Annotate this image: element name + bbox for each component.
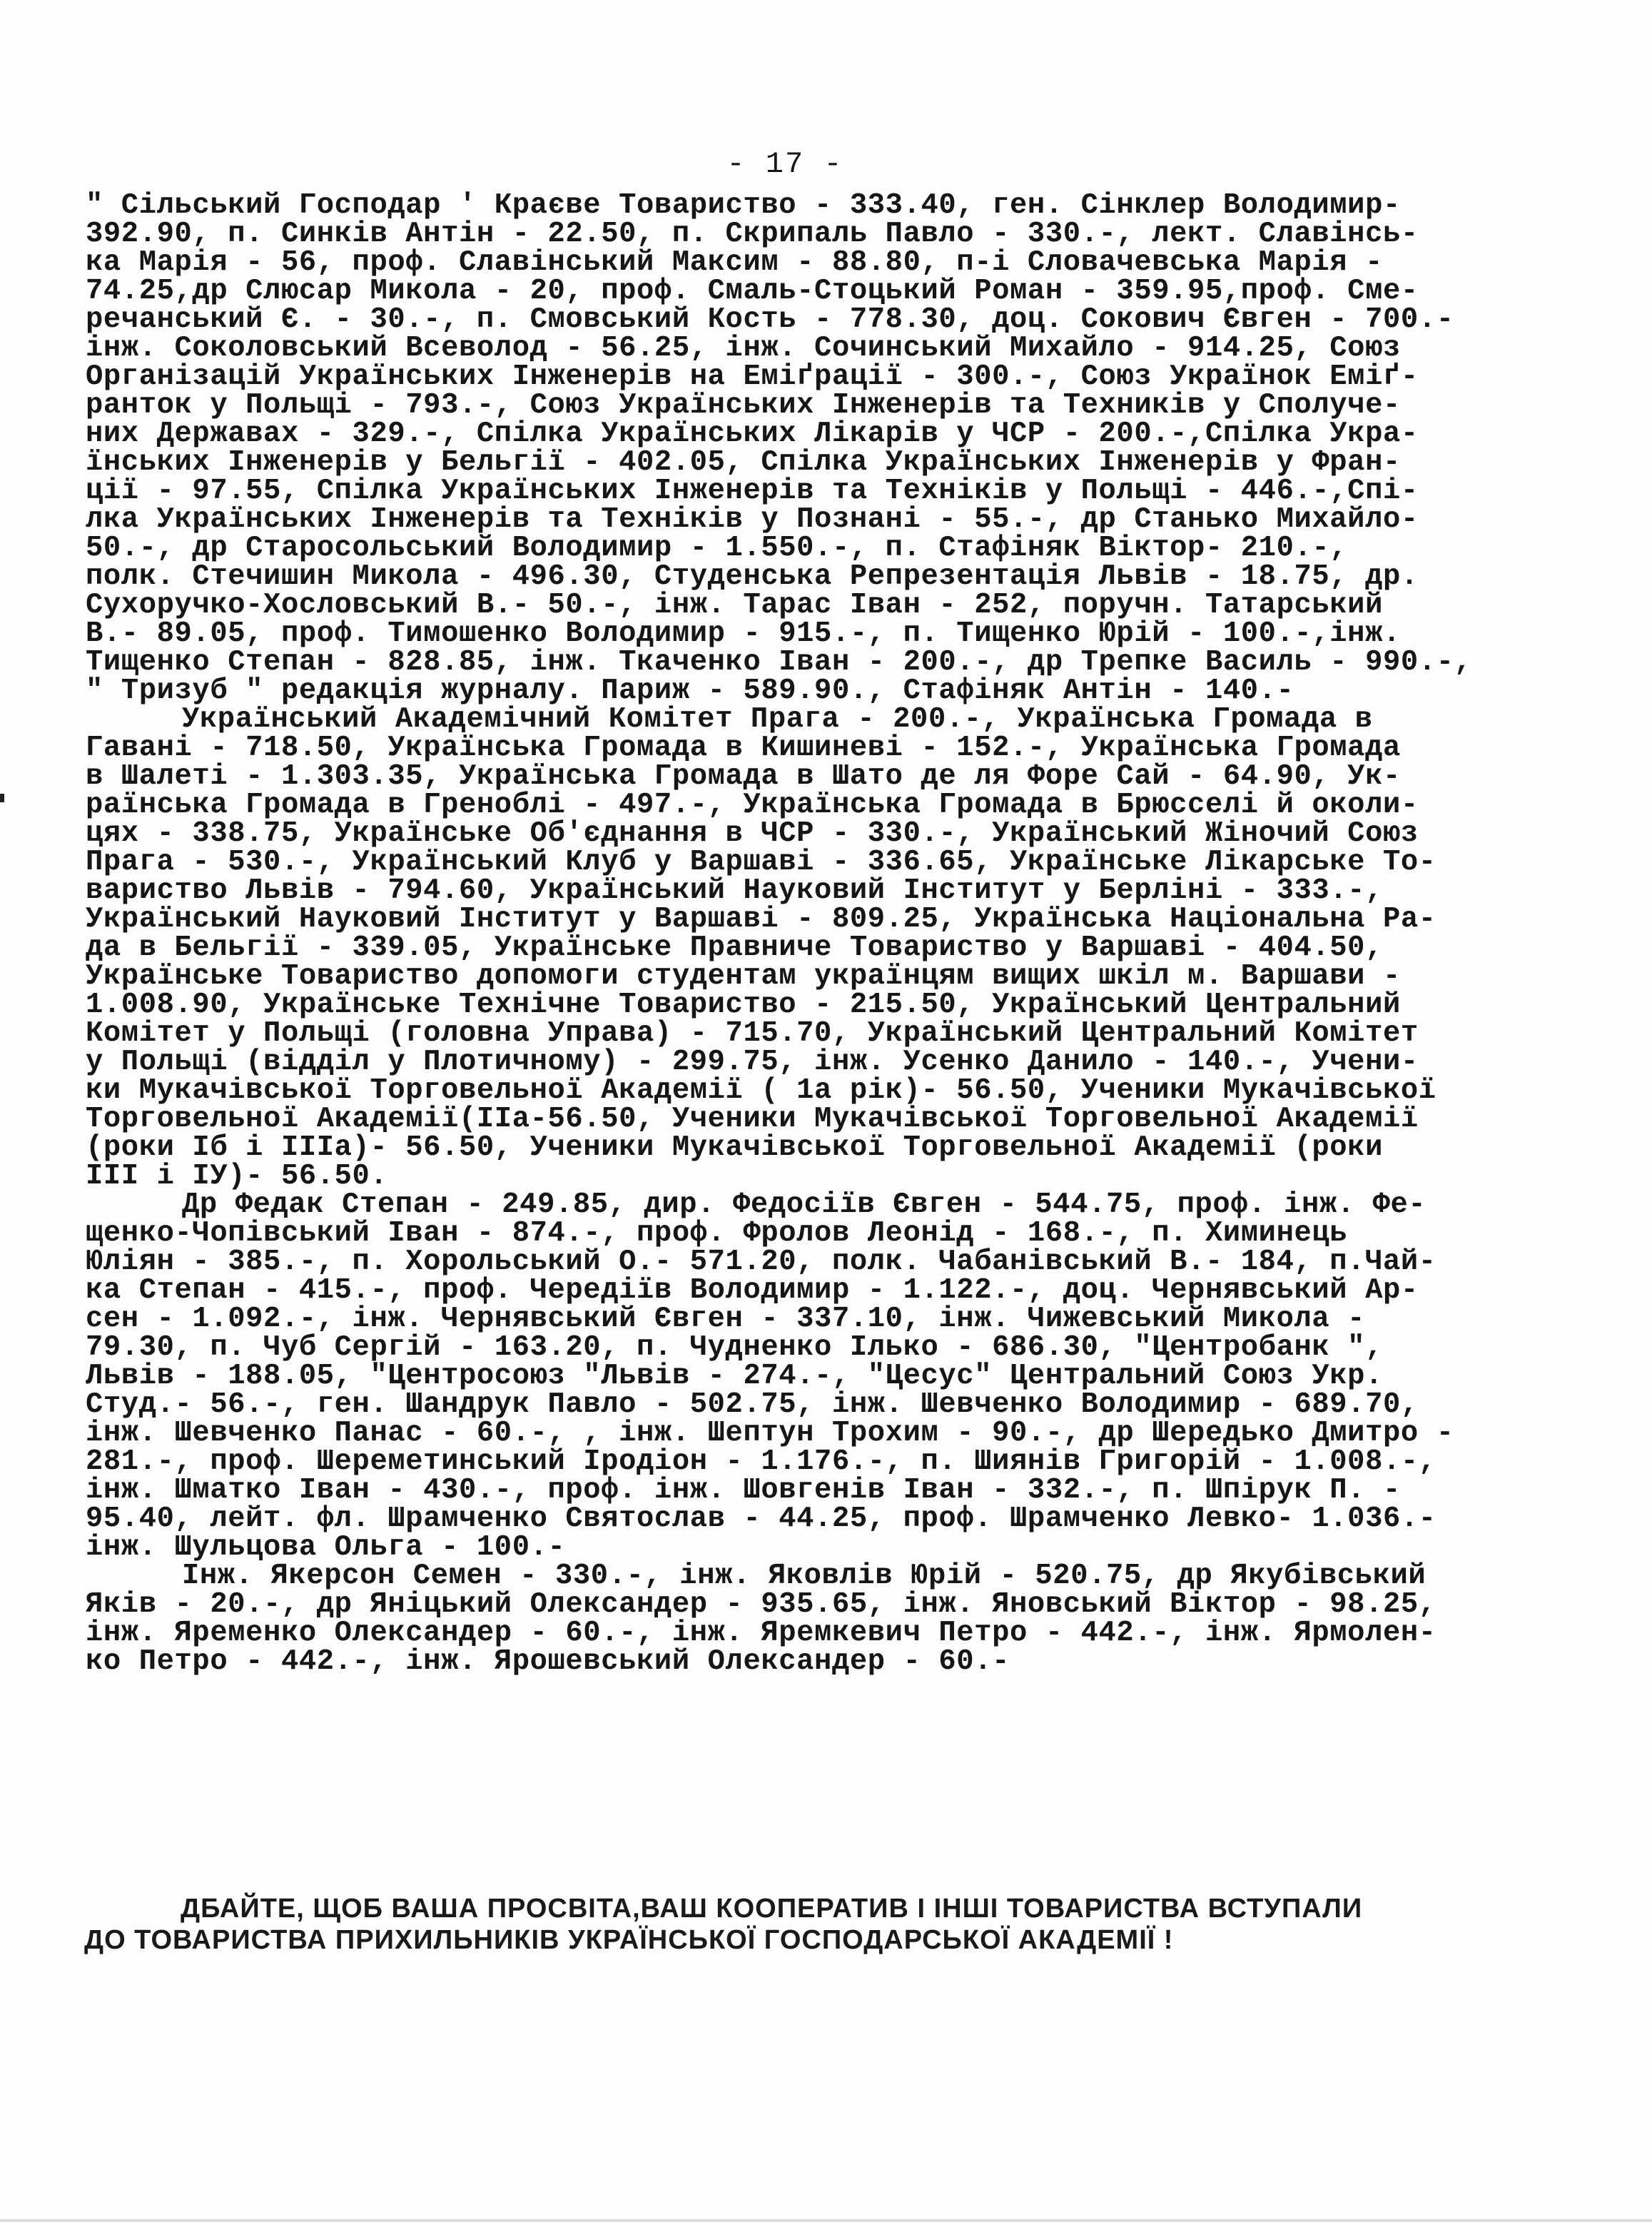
paragraph-start-line: Український Академічний Комітет Прага - 200.-, Українська Громада в <box>182 703 1373 736</box>
text-line: речанський Є. - 30.-, п. Смовський Кость - 778.30, доц. Сокович Євген - 700.- <box>86 303 1454 336</box>
text-line: В.- 89.05, проф. Тимошенко Володимир - 915.-, п. Тищенко Юрій - 100.-,інж. <box>86 617 1401 650</box>
text-line: ранток у Польщі - 793.-, Союз Українських Інженерів та Техників у Сполуче- <box>86 389 1401 422</box>
text-line: Сухоручко-Хословський В.- 50.-, інж. Тарас Іван - 252, поручн. Татарський <box>86 589 1383 622</box>
appeal-line: ДО ТОВАРИСТВА ПРИХИЛЬНИКІВ УКРАЇНСЬКОЇ ГОСПОДАРСЬКОЇ АКАДЕМІЇ ! <box>84 1925 1174 1955</box>
text-line: інж. Шматко Іван - 430.-, проф. інж. Шовгенів Іван - 332.-, п. Шпірук П. - <box>86 1474 1401 1507</box>
text-line: ки Мукачівської Торговельної Академії ( 1а рік)- 56.50, Ученики Мукачівської <box>86 1074 1436 1107</box>
closing-appeal <box>84 1893 1569 1956</box>
text-line: ко Петро - 442.-, інж. Ярошевський Олександер - 60.- <box>86 1645 1010 1678</box>
text-line: Студ.- 56.-, ген. Шандрук Павло - 502.75, інж. Шевченко Володимир - 689.70, <box>86 1388 1419 1421</box>
text-line: Юліян - 385.-, п. Хорольський О.- 571.20, полк. Чабанівський В.- 184, п.Чай- <box>86 1246 1436 1278</box>
text-line: 392.90, п. Синків Антін - 22.50, п. Скрипаль Павло - 330.-, лект. Славінсь- <box>86 218 1419 251</box>
paragraph-start-line: Інж. Якерсон Семен - 330.-, інж. Яковлів Юрій - 520.75, др Якубівський <box>182 1560 1427 1592</box>
text-line: цях - 338.75, Українське Об'єднання в ЧСР - 330.-, Український Жіночий Союз <box>86 817 1419 850</box>
margin-mark <box>0 794 4 802</box>
text-line: раїнська Громада в Гренoблі - 497.-, Українська Громада в Брюсселі й околи- <box>86 789 1419 822</box>
text-line: 79.30, п. Чуб Сергій - 163.20, п. Чудненко Ілько - 686.30, "Центробанк ", <box>86 1331 1383 1364</box>
text-line: сен - 1.092.-, інж. Чернявський Євген - 337.10, інж. Чижевський Микола - <box>86 1303 1366 1335</box>
page-number: - 17 - <box>726 147 843 181</box>
text-line: ка Марія - 56, проф. Славінський Максим - 88.80, п-і Словачевська Марія - <box>86 246 1383 279</box>
text-line: лка Українських Інженерів та Техніків у Познані - 55.-, др Станько Михайло- <box>86 503 1419 536</box>
text-line: Тищенко Степан - 828.85, інж. Ткаченко Іван - 200.-, др Трепке Василь - 990.-, <box>86 646 1472 679</box>
donor-list <box>86 191 1556 1676</box>
text-line: III і IУ)- 56.50. <box>86 1160 388 1193</box>
text-line: Торговельної Академії(IIа-56.50, Ученики Мукачівської Торговельної Академії <box>86 1103 1419 1136</box>
text-line: (роки Іб і IIIа)- 56.50, Ученики Мукачівської Торговельної Академії (роки <box>86 1131 1383 1164</box>
text-line: в Шалеті - 1.303.35, Українська Громада в Шато де ля Форе Сай - 64.90, Ук- <box>86 760 1401 793</box>
text-line: да в Бельгії - 339.05, Українське Правниче Товариство у Варшаві - 404.50, <box>86 931 1383 964</box>
text-line: щенко-Чопівський Іван - 874.-, проф. Фролов Леонід - 168.-, п. Химинець <box>86 1217 1348 1250</box>
text-line: Українське Товариство допомоги студентам українцям вищих шкіл м. Варшави - <box>86 960 1401 993</box>
text-line: вариство Львів - 794.60, Український Науковий Інститут у Берліні - 333.-, <box>86 874 1383 907</box>
text-line: 281.-, проф. Шереметинський Іродіон - 1.176.-, п. Шиянів Григорій - 1.008.-, <box>86 1445 1436 1478</box>
text-line: них Державах - 329.-, Спілка Українських Лікарів у ЧСР - 200.-,Спілка Укра- <box>86 418 1419 450</box>
text-line: " Тризуб " редакція журналу. Париж - 589.90., Стафіняк Антін - 140.- <box>86 675 1294 707</box>
text-line: 50.-, др Старосольський Володимир - 1.550.-, п. Стафіняк Віктор- 210.-, <box>86 532 1348 565</box>
text-line: 74.25,др Слюсар Микола - 20, проф. Смаль-Стоцький Роман - 359.95,проф. Сме- <box>86 275 1419 308</box>
text-line: у Польщі (відділ у Плотичному) - 299.75, інж. Усенко Данило - 140.-, Учени- <box>86 1046 1419 1079</box>
text-line: інж. Шевченко Панас - 60.-, , інж. Шептун Трохим - 90.-, др Шередько Дмитро - <box>86 1417 1454 1450</box>
text-line: полк. Стечишин Микола - 496.30, Студенська Репрезентація Львів - 18.75, др. <box>86 560 1419 593</box>
text-line: Гавані - 718.50, Українська Громада в Кишиневі - 152.-, Українська Громада <box>86 732 1401 764</box>
text-line: інж. Соколовський Всеволод - 56.25, інж. Сочинський Михайло - 914.25, Союз <box>86 332 1401 365</box>
paragraph-start-line: Др Федак Степан - 249.85, дир. Федосіїв Євген - 544.75, проф. інж. Фе- <box>182 1188 1427 1221</box>
page-bottom-edge <box>0 2219 1652 2222</box>
text-line: Український Науковий Інститут у Варшаві - 809.25, Українська Національна Ра- <box>86 903 1436 936</box>
text-line: Комітет у Польщі (головна Управа) - 715.70, Український Центральний Комітет <box>86 1017 1419 1050</box>
text-line: інж. Яременко Олександер - 60.-, інж. Яремкевич Петро - 442.-, інж. Ярмолен- <box>86 1617 1436 1650</box>
text-line: Організацій Українських Інженерів на Еміґрації - 300.-, Союз Українок Еміґ- <box>86 360 1419 393</box>
text-line: Яків - 20.-, др Яніцький Олександер - 935.65, інж. Яновський Віктор - 98.25, <box>86 1588 1436 1621</box>
text-line: ції - 97.55, Спілка Українських Інженерів та Техніків у Польщі - 446.-,Спі- <box>86 475 1419 507</box>
text-line: 1.008.90, Українське Технічне Товариство - 215.50, Український Центральний <box>86 989 1401 1021</box>
text-line: Львів - 188.05, "Центросоюз "Львів - 274.-, "Цесус" Центральний Союз Укр. <box>86 1360 1383 1393</box>
text-line: інж. Шульцова Ольга - 100.- <box>86 1531 566 1564</box>
text-line: 95.40, лейт. фл. Шрамченко Святослав - 44.25, проф. Шрамченко Левко- 1.036.- <box>86 1503 1436 1535</box>
text-line: Прага - 530.-, Український Клуб у Варшаві - 336.65, Українське Лікарське То- <box>86 846 1436 879</box>
text-line: їнських Інженерів у Бельгії - 402.05, Спілка Українських Інженерів у Фран- <box>86 446 1401 479</box>
appeal-line: ДБАЙТЕ, ЩОБ ВАША ПРОСВІТА,ВАШ КООПЕРАТИВ І ІНШІ ТОВАРИСТВА ВСТУПАЛИ <box>181 1894 1363 1924</box>
text-line: " Сільський Господар ' Краєве Товариство - 333.40, ген. Сінклер Володимир- <box>86 189 1401 222</box>
text-line: ка Степан - 415.-, проф. Чередіїв Володимир - 1.122.-, доц. Чернявський Ар- <box>86 1274 1419 1307</box>
